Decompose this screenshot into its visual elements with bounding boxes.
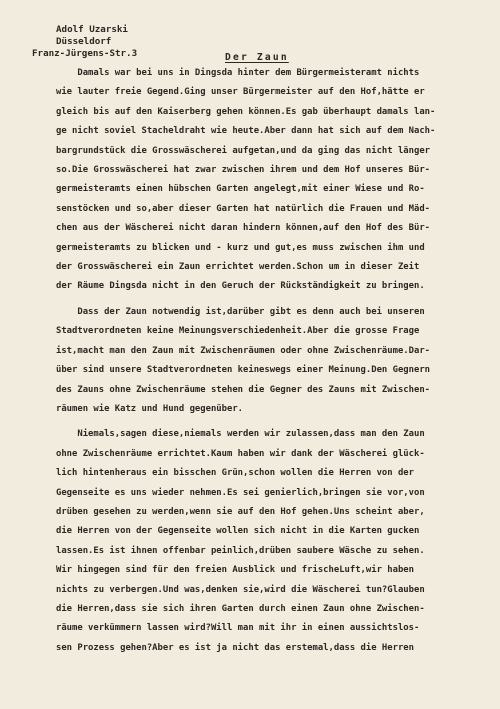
paragraph [56, 64, 498, 297]
text-line: bargrundstück die Grosswäscherei aufgetan,und da ging das nicht länger [56, 145, 431, 156]
text-line: germeisteramts einen hübschen Garten angelegt,mit einer Wiese und Ro- [56, 184, 425, 195]
document-title: Der Zaun [225, 52, 289, 63]
document-body [56, 64, 498, 658]
text-line: lich hintenheraus ein bisschen Grün,schon wollen die Herren von der [56, 468, 414, 479]
paragraph [56, 303, 498, 419]
text-line: räumen wie Katz und Hund gegenüber. [56, 403, 244, 414]
text-line: ist,macht man den Zaun mit Zwischenräumen oder ohne Zwischenräume.Dar- [56, 345, 431, 356]
text-line: drüben gesehen zu werden,wenn sie auf den Hof gehen.Uns scheint aber, [56, 506, 425, 517]
text-line: ge nicht soviel Stacheldraht wie heute.Aber dann hat sich auf dem Nach- [56, 126, 436, 137]
text-line: senstöcken und so,aber dieser Garten hat natürlich die Frauen und Mäd- [56, 203, 431, 214]
text-line: wie lauter freie Gegend.Ging unser Bürgermeister auf den Hof,hätte er [56, 87, 425, 98]
text-line: gleich bis auf den Kaiserberg gehen können.Es gab überhaupt damals lan- [56, 106, 436, 117]
text-line: des Zauns ohne Zwischenräume stehen die Gegner des Zauns mit Zwischen- [56, 384, 431, 395]
text-line: die Herren von der Gegenseite wollen sich nicht in die Karten gucken [56, 526, 420, 537]
text-line: Wir hingegen sind für den freien Ausblick und frischeLuft,wir haben [56, 565, 414, 576]
paragraph [56, 425, 498, 658]
text-line: Gegenseite es uns wieder nehmen.Es sei genierlich,bringen sie vor,von [56, 487, 425, 498]
text-line: die Herren,dass sie sich ihren Garten durch einen Zaun ohne Zwischen- [56, 603, 425, 614]
text-line: nichts zu verbergen.Und was,denken sie,wird die Wäscherei tun?Glauben [56, 584, 425, 595]
text-line: über sind unsere Stadtverordneten keineswegs einer Meinung.Den Gegnern [56, 365, 431, 376]
sender-street: Franz-Jürgens-Str.3 [32, 48, 138, 59]
text-line: chen aus der Wäscherei nicht daran hindern können,auf den Hof des Bür- [56, 223, 431, 234]
sender-city: Düsseldorf [56, 36, 112, 47]
text-line: sen Prozess gehen?Aber es ist ja nicht das erstemal,dass die Herren [56, 642, 414, 653]
text-line: räume verkümmern lassen wird?Will man mit ihr in einen aussichtslos- [56, 623, 420, 634]
text-line: der Räume Dingsda nicht in den Geruch der Rückständigkeit zu bringen. [56, 281, 425, 292]
text-line: ohne Zwischenräume errichtet.Kaum haben wir dank der Wäscherei glück- [56, 448, 425, 459]
text-line: Stadtverordneten keine Meinungsverschiedenheit.Aber die grosse Frage [56, 326, 420, 337]
text-line: so.Die Grosswäscherei hat zwar zwischen ihrem und dem Hof unseres Bür- [56, 165, 431, 176]
sender-name: Adolf Uzarski [56, 24, 128, 35]
text-line: germeisteramts zu blicken und - kurz und gut,es muss zwischen ihm und [56, 242, 425, 253]
text-line: lassen.Es ist ihnen offenbar peinlich,drüben saubere Wäsche zu sehen. [56, 545, 425, 556]
text-line: Dass der Zaun notwendig ist,darüber gibt es denn auch bei unseren [56, 306, 425, 317]
text-line: der Grosswäscherei ein Zaun errichtet werden.Schon um in dieser Zeit [56, 262, 420, 273]
sender-address [32, 24, 137, 60]
text-line: Niemals,sagen diese,niemals werden wir zulassen,dass man den Zaun [56, 429, 425, 440]
text-line: Damals war bei uns in Dingsda hinter dem Bürgermeisteramt nichts [56, 68, 420, 78]
